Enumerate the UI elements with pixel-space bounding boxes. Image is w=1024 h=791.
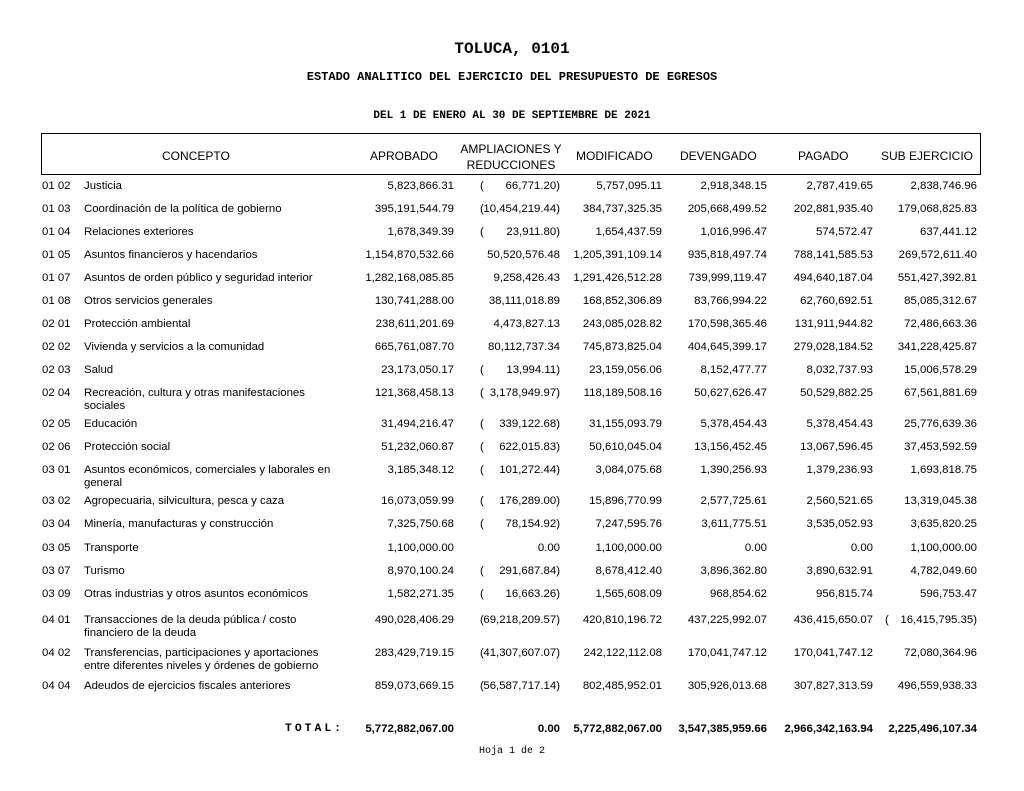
row-ampliaciones-open-paren: (: [480, 364, 484, 376]
total-modificado: 5,772,882,067.00: [573, 723, 662, 735]
header-pagado: PAGADO: [798, 149, 849, 163]
row-code: 02 02: [42, 341, 71, 353]
row-code: 02 04: [42, 387, 71, 399]
row-ampliaciones: 50,520,576.48: [487, 249, 560, 261]
report-subtitle: ESTADO ANALITICO DEL EJERCICIO DEL PRESUPUESTO DE EGRESOS: [306, 70, 718, 84]
row-aprobado: 1,582,271.35: [387, 588, 454, 600]
row-aprobado: 1,154,870,532.66: [365, 249, 454, 261]
row-concept: Salud: [84, 364, 114, 376]
row-modificado: 1,100,000.00: [595, 542, 662, 554]
row-sub-open-paren: (: [885, 614, 889, 626]
row-aprobado: 859,073,669.15: [374, 680, 454, 692]
row-pagado: 574,572.47: [815, 226, 873, 238]
row-sub-ejercicio: 37,453,592.59: [904, 441, 977, 453]
row-aprobado: 665,761,087.70: [374, 341, 454, 353]
row-code: 01 02: [42, 180, 71, 192]
row-devengado: 305,926,013.68: [687, 680, 767, 692]
total-label: TOTAL:: [285, 723, 345, 735]
row-modificado: 745,873,825.04: [582, 341, 662, 353]
row-concept: Asuntos de orden público y seguridad interior: [84, 272, 313, 284]
row-sub-ejercicio: 3,635,820.25: [910, 518, 977, 530]
row-ampliaciones-open-paren: (: [480, 203, 484, 215]
row-pagado: 50,529,882.25: [800, 387, 873, 399]
row-sub-ejercicio: 1,100,000.00: [910, 542, 977, 554]
row-ampliaciones: 622,015.83): [499, 441, 560, 453]
row-aprobado: 238,611,201.69: [375, 318, 454, 330]
row-code: 03 04: [42, 518, 71, 530]
row-aprobado: 283,429,719.15: [374, 647, 454, 659]
row-sub-ejercicio: 15,006,578.29: [904, 364, 977, 376]
row-ampliaciones-open-paren: (: [480, 565, 484, 577]
row-code: 03 07: [42, 565, 71, 577]
row-aprobado: 16,073,059.99: [381, 495, 454, 507]
row-modificado: 242,122,112.08: [583, 647, 662, 659]
row-pagado: 279,028,184.52: [793, 341, 873, 353]
row-aprobado: 23,173,050.17: [381, 364, 454, 376]
row-aprobado: 121,368,458.13: [374, 387, 454, 399]
row-concept: Protección ambiental: [84, 318, 191, 330]
row-ampliaciones: 38,111,018.89: [488, 295, 560, 307]
row-concept: Turismo: [84, 565, 125, 577]
row-devengado: 170,598,365.46: [687, 318, 767, 330]
row-aprobado: 8,970,100.24: [387, 565, 454, 577]
row-aprobado: 1,678,349.39: [387, 226, 454, 238]
row-devengado: 8,152,477.77: [700, 364, 767, 376]
row-code: 03 01: [42, 464, 71, 476]
row-ampliaciones-open-paren: (: [480, 518, 484, 530]
row-ampliaciones-open-paren: (: [480, 441, 484, 453]
row-sub-ejercicio: 341,228,425.87: [897, 341, 977, 353]
row-ampliaciones: 69,218,209.57): [483, 614, 560, 626]
total-aprobado: 5,772,882,067.00: [365, 723, 454, 735]
header-concepto: CONCEPTO: [162, 149, 230, 163]
row-ampliaciones: 80,112,737.34: [488, 341, 560, 353]
row-pagado: 956,815.74: [815, 588, 873, 600]
row-concept: Coordinación de la política de gobierno: [84, 203, 282, 215]
row-pagado: 788,141,585.53: [793, 249, 873, 261]
row-devengado: 3,611,775.51: [701, 518, 767, 530]
row-ampliaciones: 10,454,219.44): [483, 203, 560, 215]
row-ampliaciones: 101,272.44): [499, 464, 560, 476]
row-pagado: 2,787,419.65: [806, 180, 873, 192]
row-aprobado: 130,741,288.00: [374, 295, 454, 307]
row-sub-ejercicio: 596,753.47: [919, 588, 977, 600]
row-devengado: 1,390,256.93: [700, 464, 767, 476]
header-ampliaciones-line2: REDUCCIONES: [466, 158, 556, 172]
row-ampliaciones: 339,122.68): [499, 418, 560, 430]
row-modificado: 1,654,437.59: [595, 226, 662, 238]
row-ampliaciones: 9,258,426.43: [493, 272, 560, 284]
row-devengado: 437,225,992.07: [687, 614, 767, 626]
row-ampliaciones: 176,289.00): [499, 495, 560, 507]
row-aprobado: 1,282,168,085.85: [365, 272, 454, 284]
row-pagado: 2,560,521.65: [806, 495, 873, 507]
row-modificado: 1,205,391,109.14: [573, 249, 662, 261]
row-ampliaciones: 0.00: [537, 542, 560, 554]
row-modificado: 50,610,045.04: [589, 441, 662, 453]
row-sub-ejercicio: 4,782,049.60: [910, 565, 977, 577]
row-modificado: 31,155,093.79: [589, 418, 662, 430]
row-ampliaciones: 56,587,717.14): [483, 680, 560, 692]
row-concept: Agropecuaria, silvicultura, pesca y caza: [84, 495, 285, 507]
row-sub-ejercicio: 72,486,663.36: [904, 318, 977, 330]
row-concept: Transporte: [84, 542, 139, 554]
row-modificado: 802,485,952.01: [582, 680, 662, 692]
row-concept: Relaciones exteriores: [84, 226, 194, 238]
row-sub-ejercicio: 72,080,364.96: [904, 647, 977, 659]
row-devengado: 968,854.62: [709, 588, 767, 600]
row-devengado: 404,645,399.17: [687, 341, 767, 353]
row-modificado: 168,852,306.89: [582, 295, 662, 307]
row-modificado: 8,678,412.40: [595, 565, 662, 577]
row-concept: Transferencias, participaciones y aportaciones entre diferentes niveles y órdenes de gobierno: [84, 647, 319, 672]
row-ampliaciones-open-paren: (: [480, 614, 484, 626]
row-modificado: 118,189,508.16: [583, 387, 662, 399]
header-ampliaciones: [452, 141, 570, 173]
row-devengado: 935,818,497.74: [687, 249, 767, 261]
row-ampliaciones: 291,687.84): [499, 565, 560, 577]
row-sub-ejercicio: 25,776,639.36: [904, 418, 977, 430]
row-devengado: 5,378,454.43: [700, 418, 767, 430]
total-devengado: 3,547,385,959.66: [678, 723, 767, 735]
row-sub-ejercicio: 551,427,392.81: [897, 272, 977, 284]
row-ampliaciones-open-paren: (: [480, 680, 484, 692]
row-code: 02 01: [42, 318, 71, 330]
row-devengado: 739,999,119.47: [688, 272, 767, 284]
row-ampliaciones-open-paren: (: [480, 180, 484, 192]
row-concept: Recreación, cultura y otras manifestaciones sociales: [84, 387, 305, 412]
row-aprobado: 7,325,750.68: [387, 518, 454, 530]
row-devengado: 2,577,725.61: [700, 495, 767, 507]
row-modificado: 3,084,075.68: [595, 464, 662, 476]
row-aprobado: 31,494,216.47: [381, 418, 454, 430]
row-devengado: 170,041,747.12: [687, 647, 767, 659]
row-sub-ejercicio: 13,319,045.38: [904, 495, 977, 507]
row-concept: Otros servicios generales: [84, 295, 213, 307]
row-devengado: 3,896,362.80: [700, 565, 767, 577]
row-ampliaciones: 23,911.80): [506, 226, 560, 238]
row-pagado: 436,415,650.07: [793, 614, 873, 626]
row-code: 04 01: [42, 614, 71, 626]
row-ampliaciones-open-paren: (: [480, 647, 484, 659]
row-aprobado: 3,185,348.12: [387, 464, 454, 476]
row-ampliaciones-open-paren: (: [480, 464, 484, 476]
row-ampliaciones-open-paren: (: [480, 226, 484, 238]
row-pagado: 494,640,187.04: [793, 272, 873, 284]
total-pagado: 2,966,342,163.94: [784, 723, 873, 735]
header-devengado: DEVENGADO: [680, 149, 757, 163]
row-pagado: 170,041,747.12: [793, 647, 873, 659]
row-pagado: 307,827,313.59: [793, 680, 873, 692]
report-title: TOLUCA, 0101: [454, 40, 570, 58]
row-code: 01 05: [42, 249, 71, 261]
row-concept: Otras industrias y otros asuntos económicos: [84, 588, 309, 600]
row-pagado: 3,535,052.93: [806, 518, 873, 530]
row-pagado: 1,379,236.93: [806, 464, 873, 476]
row-ampliaciones-open-paren: (: [480, 588, 484, 600]
row-modificado: 7,247,595.76: [595, 518, 662, 530]
row-pagado: 0.00: [850, 542, 873, 554]
row-modificado: 1,291,426,512.28: [573, 272, 662, 284]
row-ampliaciones: 3,178,949.97): [489, 387, 560, 399]
row-code: 01 04: [42, 226, 71, 238]
row-sub-ejercicio: 2,838,746.96: [910, 180, 977, 192]
row-ampliaciones-open-paren: (: [480, 418, 484, 430]
row-concept: Asuntos financieros y hacendarios: [84, 249, 258, 261]
row-devengado: 13,156,452.45: [694, 441, 767, 453]
row-pagado: 62,760,692.51: [800, 295, 873, 307]
table-header: [41, 133, 981, 175]
row-pagado: 5,378,454.43: [806, 418, 873, 430]
row-sub-ejercicio: 496,559,938.33: [897, 680, 977, 692]
row-ampliaciones: 13,994.11): [506, 364, 560, 376]
row-devengado: 2,918,348.15: [700, 180, 767, 192]
row-pagado: 202,881,935.40: [793, 203, 873, 215]
page-footer: Hoja 1 de 2: [478, 746, 545, 757]
row-code: 03 09: [42, 588, 71, 600]
row-devengado: 0.00: [744, 542, 767, 554]
row-pagado: 131,911,944.82: [794, 318, 873, 330]
row-ampliaciones: 4,473,827.13: [493, 318, 560, 330]
row-code: 02 05: [42, 418, 71, 430]
row-concept: Protección social: [84, 441, 171, 453]
row-concept: Vivienda y servicios a la comunidad: [84, 341, 265, 353]
row-code: 02 03: [42, 364, 71, 376]
header-aprobado: APROBADO: [370, 149, 439, 163]
row-modificado: 384,737,325.35: [582, 203, 662, 215]
row-sub-ejercicio: 179,068,825.83: [897, 203, 977, 215]
row-devengado: 1,016,996.47: [700, 226, 767, 238]
row-ampliaciones: 16,663.26): [505, 588, 560, 600]
report-period: DEL 1 DE ENERO AL 30 DE SEPTIEMBRE DE 2021: [373, 110, 651, 122]
header-ampliaciones-line1: AMPLIACIONES Y: [460, 142, 562, 156]
row-concept: Minería, manufacturas y construcción: [84, 518, 274, 530]
row-ampliaciones-open-paren: (: [480, 495, 484, 507]
row-ampliaciones: 66,771.20): [505, 180, 560, 192]
row-aprobado: 5,823,866.31: [387, 180, 454, 192]
row-code: 01 07: [42, 272, 71, 284]
row-concept: Asuntos económicos, comerciales y laborales en general: [84, 464, 331, 489]
row-pagado: 3,890,632.91: [806, 565, 873, 577]
row-code: 01 03: [42, 203, 71, 215]
total-sub-ejercicio: 2,225,496,107.34: [888, 723, 977, 735]
header-modificado: MODIFICADO: [576, 149, 653, 163]
row-sub-ejercicio: 85,085,312.67: [904, 295, 977, 307]
row-modificado: 23,159,056.06: [589, 364, 662, 376]
row-code: 04 02: [42, 647, 71, 659]
total-ampliaciones: 0.00: [537, 723, 560, 735]
row-modificado: 420,810,196.72: [582, 614, 662, 626]
row-sub-ejercicio: 269,572,611.40: [898, 249, 977, 261]
row-ampliaciones: 41,307,607.07): [483, 647, 560, 659]
header-sub-ejercicio: SUB EJERCICIO: [881, 149, 974, 163]
row-devengado: 205,668,499.52: [687, 203, 767, 215]
row-pagado: 13,067,596.45: [800, 441, 873, 453]
row-code: 02 06: [42, 441, 71, 453]
row-code: 03 05: [42, 542, 71, 554]
row-modificado: 5,757,095.11: [596, 180, 662, 192]
row-sub-ejercicio: 16,415,795.35): [900, 614, 977, 626]
row-code: 01 08: [42, 295, 71, 307]
row-aprobado: 51,232,060.87: [381, 441, 454, 453]
row-code: 04 04: [42, 680, 71, 692]
row-aprobado: 490,028,406.29: [374, 614, 454, 626]
row-aprobado: 1,100,000.00: [387, 542, 454, 554]
row-concept: Educación: [84, 418, 138, 430]
row-concept: Adeudos de ejercicios fiscales anteriores: [84, 680, 291, 692]
row-modificado: 243,085,028.82: [582, 318, 662, 330]
row-code: 03 02: [42, 495, 71, 507]
row-devengado: 83,766,994.22: [694, 295, 767, 307]
row-sub-ejercicio: 637,441.12: [919, 226, 977, 238]
row-modificado: 15,896,770.99: [589, 495, 662, 507]
row-sub-ejercicio: 67,561,881.69: [904, 387, 977, 399]
row-aprobado: 395,191,544.79: [374, 203, 454, 215]
row-concept: Transacciones de la deuda pública / costo financiero de la deuda: [84, 614, 297, 639]
row-pagado: 8,032,737.93: [806, 364, 873, 376]
row-devengado: 50,627,626.47: [694, 387, 767, 399]
row-concept: Justicia: [84, 180, 122, 192]
row-ampliaciones-open-paren: (: [480, 387, 484, 399]
row-sub-ejercicio: 1,693,818.75: [910, 464, 977, 476]
row-ampliaciones: 78,154.92): [505, 518, 560, 530]
row-modificado: 1,565,608.09: [595, 588, 662, 600]
